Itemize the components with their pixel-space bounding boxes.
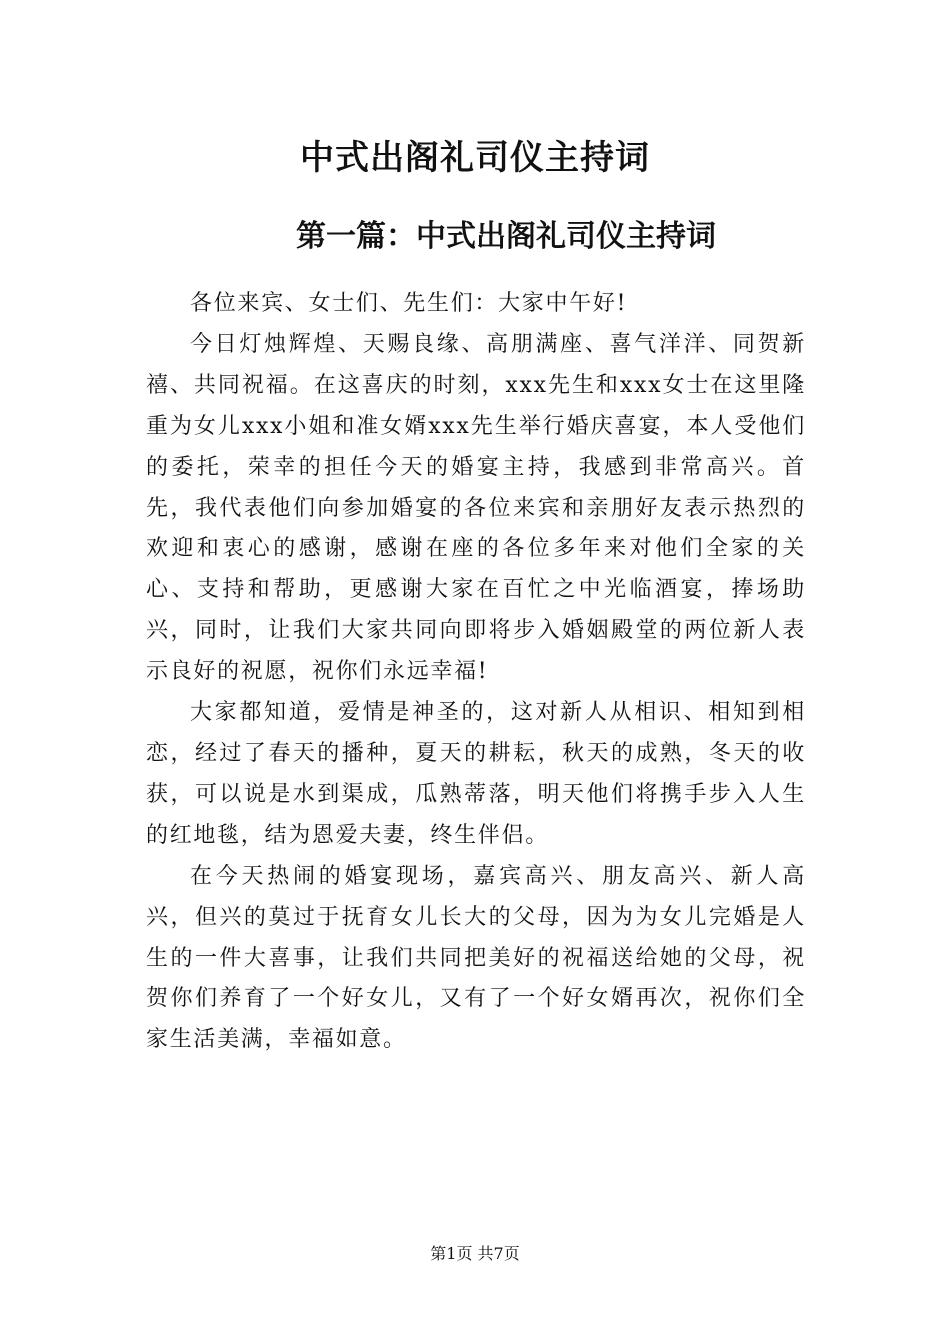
page-footer: 第1页 共7页 [430, 1244, 520, 1263]
paragraph-parents-blessing: 在今天热闹的婚宴现场，嘉宾高兴、朋友高兴、新人高兴，但兴的莫过于抚育女儿长大的父母，因为为女儿完婚是人生的一件大喜事，让我们共同把美好的祝福送给她的父母，祝贺你们养育了一个好女儿，又有了一个好女婿再次，祝你们全家生活美满，幸福如意。 [146, 863, 806, 1053]
section-title: 第一篇：中式出阁礼司仪主持词 [296, 219, 716, 254]
paragraph-love-story: 大家都知道，爱情是神圣的，这对新人从相识、相知到相恋，经过了春天的播种，夏天的耕耘，秋天的成熟，冬天的收获，可以说是水到渠成，瓜熟蒂落，明天他们将携手步入人生的红地毯，结为恩爱夫妻，终生伴侣。 [146, 700, 806, 848]
paragraph-greeting: 各位来宾、女士们、先生们：大家中午好! [190, 291, 628, 316]
document-title: 中式出阁礼司仪主持词 [300, 138, 650, 178]
paragraph-opening: 今日灯烛辉煌、天赐良缘、高朋满座、喜气洋洋、同贺新禧、共同祝福。在这喜庆的时刻，xxx先生和xxx女士在这里隆重为女儿xxx小姐和准女婿xxx先生举行婚庆喜宴，本人受他们的委托，荣幸的担任今天的婚宴主持，我感到非常高兴。首先，我代表他们向参加婚宴的各位来宾和亲朋好友表示热烈的欢迎和衷心的感谢，感谢在座的各位多年来对他们全家的关心、支持和帮助，更感谢大家在百忙之中光临酒宴，捧场助兴，同时，让我们大家共同向即将步入婚姻殿堂的两位新人表示良好的祝愿，祝你们永远幸福! [146, 331, 806, 685]
document-body [146, 284, 806, 1061]
